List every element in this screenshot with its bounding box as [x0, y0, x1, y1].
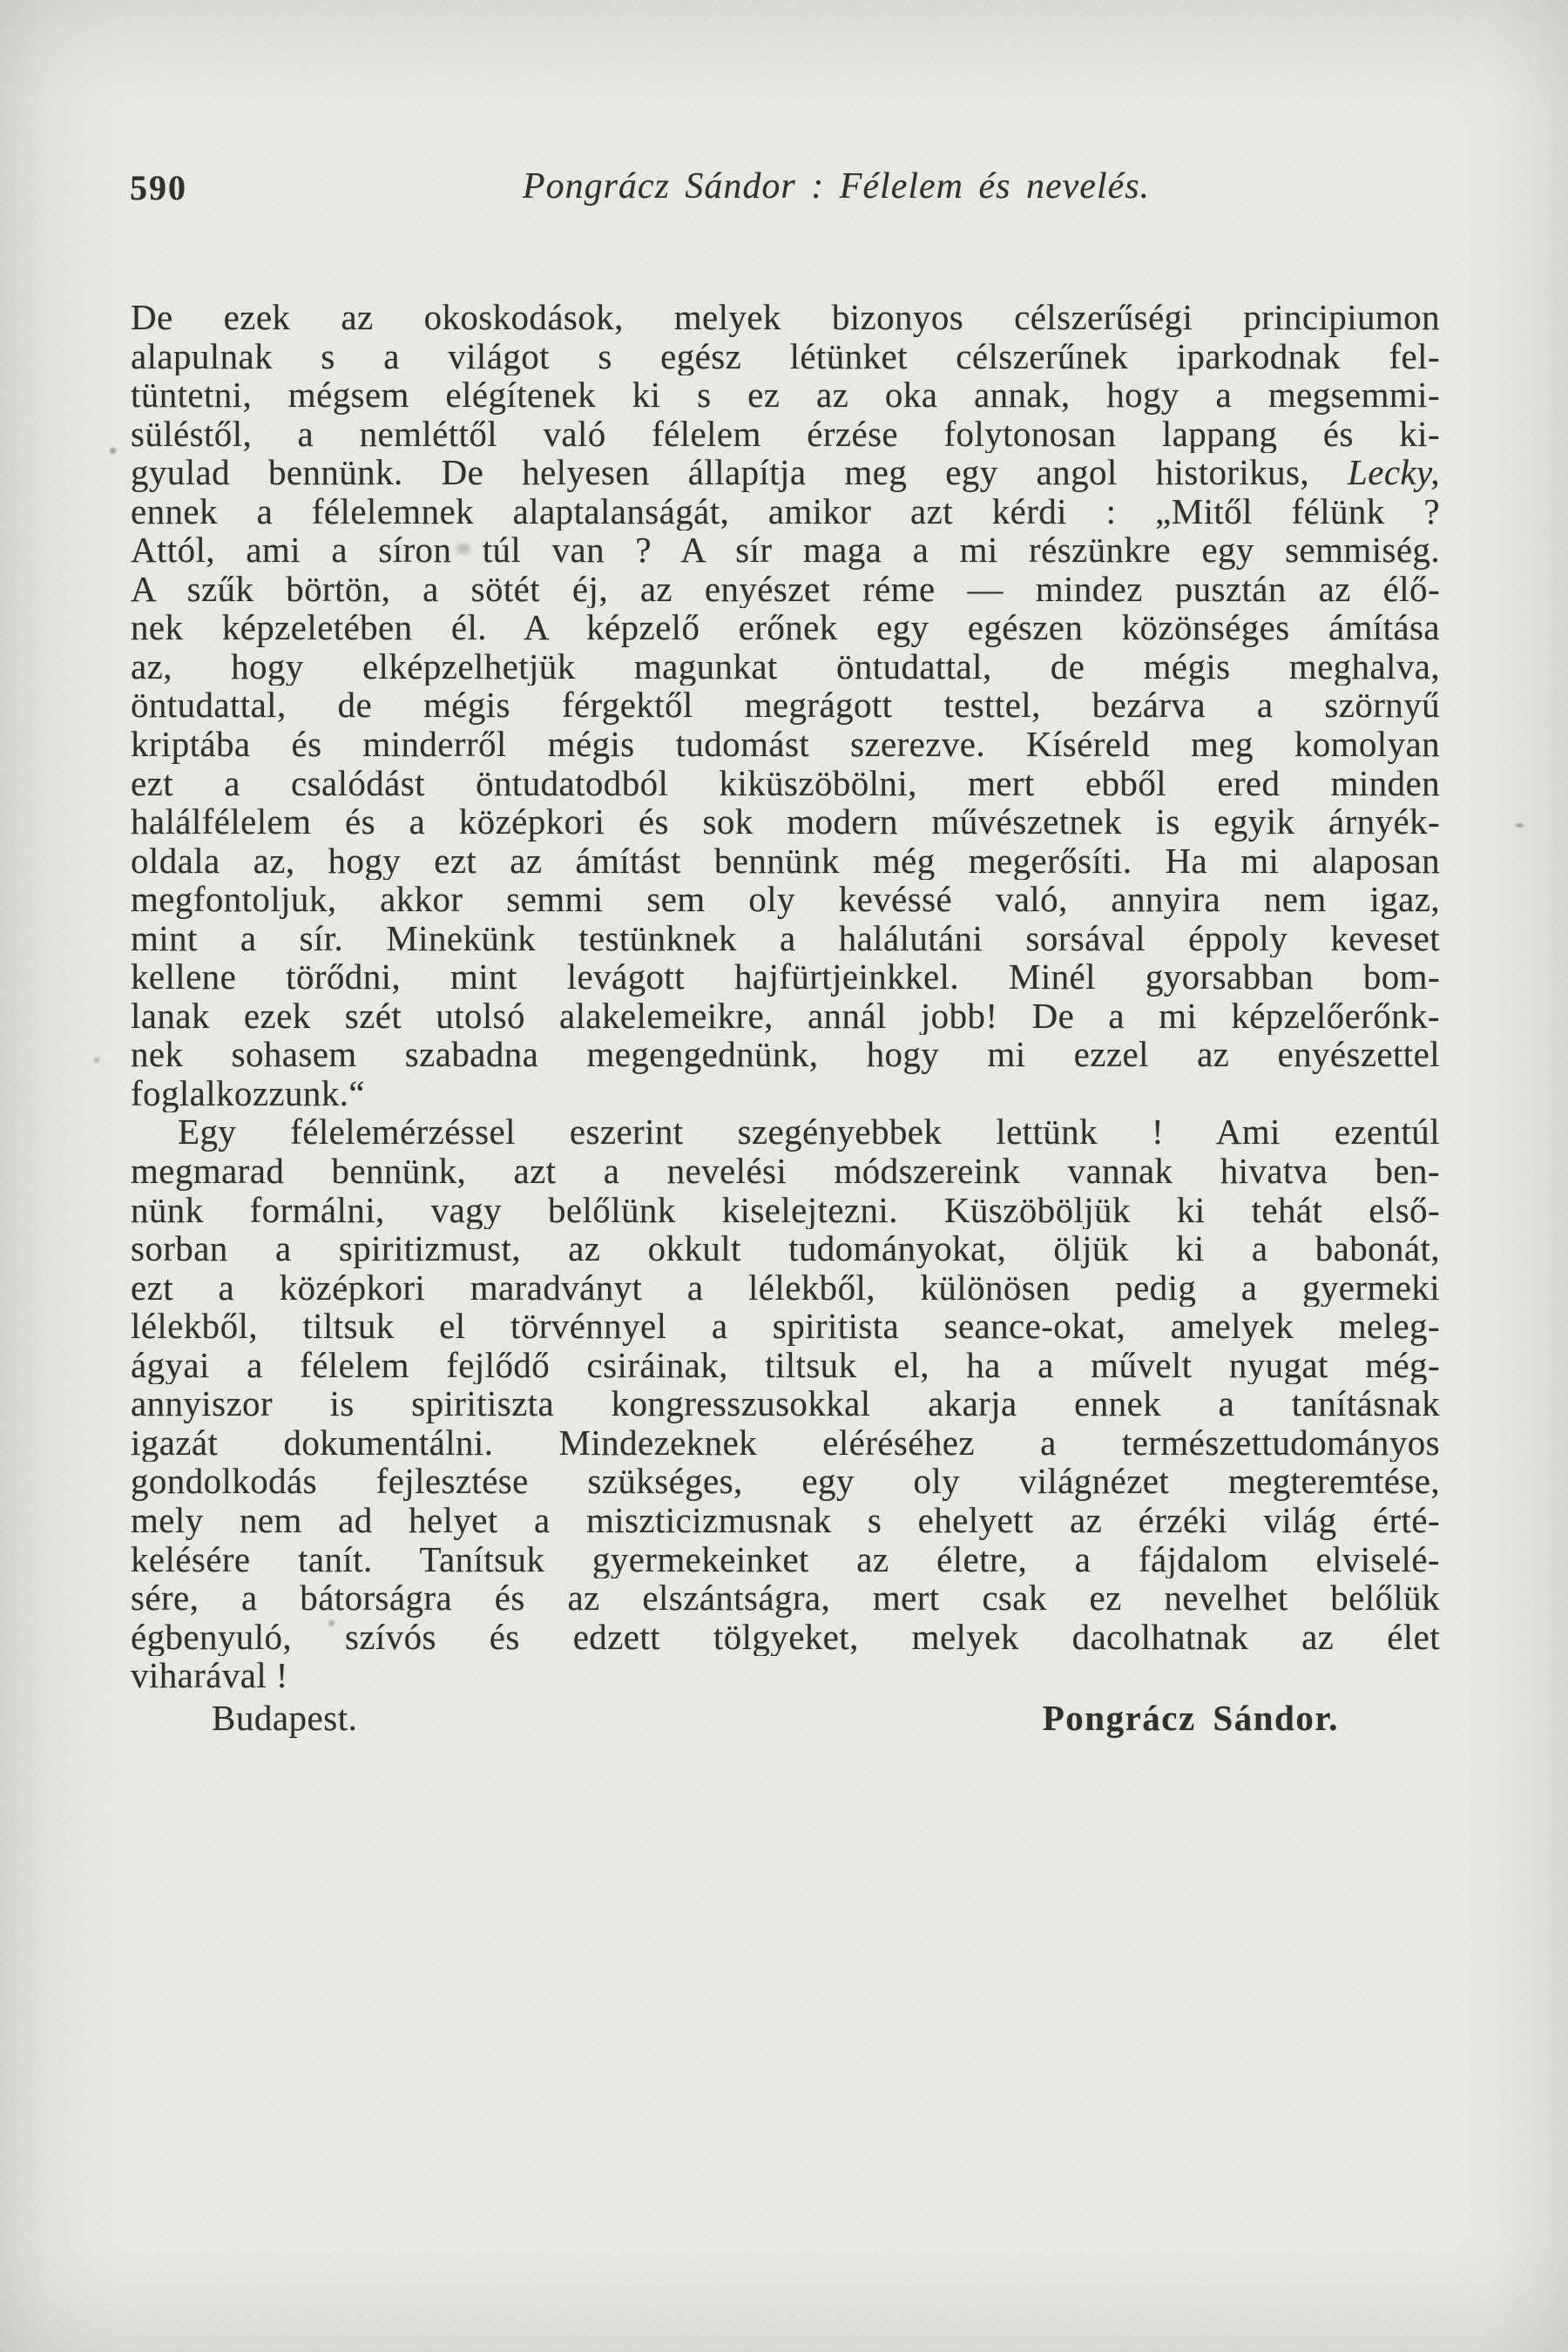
- text-line: gyulad bennünk. De helyesen állapítja meg egy angol historikus, Lecky,: [131, 453, 1440, 492]
- text-line: alapulnak s a világot s egész létünket célszerűnek iparkodnak fel-: [131, 336, 1440, 376]
- text-line: megfontoljuk, akkor semmi sem oly kevéssé való, annyira nem igaz,: [131, 880, 1440, 919]
- article-body: [131, 298, 1440, 1695]
- text-line: megmarad bennünk, azt a nevelési módszereink vannak hivatva ben-: [131, 1152, 1440, 1191]
- text-line: igazát dokumentálni. Mindezeknek eléréséhez a természettudományos: [131, 1423, 1440, 1463]
- text-line: foglalkozzunk.“: [131, 1073, 365, 1113]
- text-line: öntudattal, de mégis férgektől megrágott testtel, bezárva a szörnyű: [131, 686, 1440, 726]
- text-line: süléstől, a nemléttől való félelem érzése folytonosan lappang és ki-: [131, 414, 1440, 454]
- text-line: ennek a félelemnek alaptalanságát, amikor azt kérdi : „Mitől félünk ?: [131, 491, 1440, 531]
- text-line: ezt a középkori maradványt a lélekből, különösen pedig a gyermeki: [131, 1267, 1440, 1308]
- dateline-place: Budapest.: [212, 1698, 358, 1738]
- text-line: nek képzeletében él. A képzelő erőnek egy egészen közönséges ámítása: [131, 608, 1440, 647]
- text-line: mely nem ad helyet a miszticizmusnak s ehelyett az érzéki világ érté-: [131, 1500, 1440, 1540]
- text-line: égbenyuló, szívós és edzett tölgyeket, melyek dacolhatnak az élet: [131, 1617, 1440, 1657]
- text-line: lélekből, tiltsuk el törvénnyel a spiritista seance-okat, amelyek meleg-: [131, 1307, 1440, 1346]
- text-line: De ezek az okoskodások, melyek bizonyos célszerűségi principiumon: [131, 298, 1440, 337]
- paragraph: [131, 1112, 1440, 1694]
- text-line: nünk formálni, vagy belőlünk kiselejtezni. Küszöböljük ki tehát első-: [131, 1190, 1440, 1230]
- author-signature: Pongrácz Sándor.: [1042, 1698, 1339, 1738]
- scan-speck: [1516, 823, 1524, 828]
- text-line: az, hogy elképzelhetjük magunkat öntudattal, de mégis meghalva,: [131, 646, 1440, 686]
- text-line: sorban a spiritizmust, az okkult tudományokat, öljük ki a babonát,: [131, 1229, 1440, 1268]
- text-line: lanak ezek szét utolsó alakelemeikre, annál jobb! De a mi képzelőerőnk-: [131, 996, 1440, 1036]
- text-line: Egy félelemérzéssel eszerint szegényebbek lettünk ! Ami ezentúl: [178, 1112, 1440, 1152]
- text-line: kelésére tanít. Tanítsuk gyermekeinket az életre, a fájdalom elviselé-: [131, 1539, 1440, 1579]
- text-line: gondolkodás fejlesztése szükséges, egy oly világnézet megteremtése,: [131, 1462, 1440, 1501]
- text-line: Attól, ami a síron túl van ? A sír maga a mi részünkre egy semmiség.: [131, 531, 1440, 570]
- text-line: nek sohasem szabadna megengednünk, hogy mi ezzel az enyészettel: [131, 1035, 1440, 1074]
- text-line: halálfélelem és a középkori és sok modern művészetnek is egyik árnyék-: [131, 802, 1440, 841]
- running-header-title: Pongrácz Sándor : Félelem és nevelés.: [522, 166, 1151, 206]
- text-line: oldala az, hogy ezt az ámítást bennünk még megerősíti. Ha mi alaposan: [131, 841, 1440, 881]
- text-line: viharával !: [131, 1656, 288, 1695]
- scan-speck: [110, 448, 116, 454]
- scan-speck: [94, 1058, 99, 1063]
- page-number: 590: [130, 168, 187, 207]
- closing-line: [131, 1697, 1440, 1740]
- paragraph: [131, 298, 1440, 1112]
- text-line: mint a sír. Minekünk testünknek a halálutáni sorsával éppoly keveset: [131, 918, 1440, 958]
- text-line: annyiszor is spiritiszta kongresszusokkal akarja ennek a tanításnak: [131, 1384, 1440, 1423]
- text-line: sére, a bátorságra és az elszántságra, mert csak ez nevelhet belőlük: [131, 1578, 1440, 1618]
- text-line: tüntetni, mégsem elégítenek ki s ez az oka annak, hogy a megsemmi-: [131, 375, 1440, 415]
- text-line: ágyai a félelem fejlődő csiráinak, tiltsuk el, ha a művelt nyugat még-: [131, 1345, 1440, 1385]
- text-line: kriptába és minderről mégis tudomást szerezve. Kíséreld meg komolyan: [131, 725, 1440, 764]
- text-line: ezt a csalódást öntudatodból kiküszöbölni, mert ebből ered minden: [131, 763, 1440, 803]
- text-line: A szűk börtön, a sötét éj, az enyészet réme — mindez pusztán az élő-: [131, 569, 1440, 609]
- text-line: kellene törődni, mint levágott hajfürtjeinkkel. Minél gyorsabban bom-: [131, 957, 1440, 997]
